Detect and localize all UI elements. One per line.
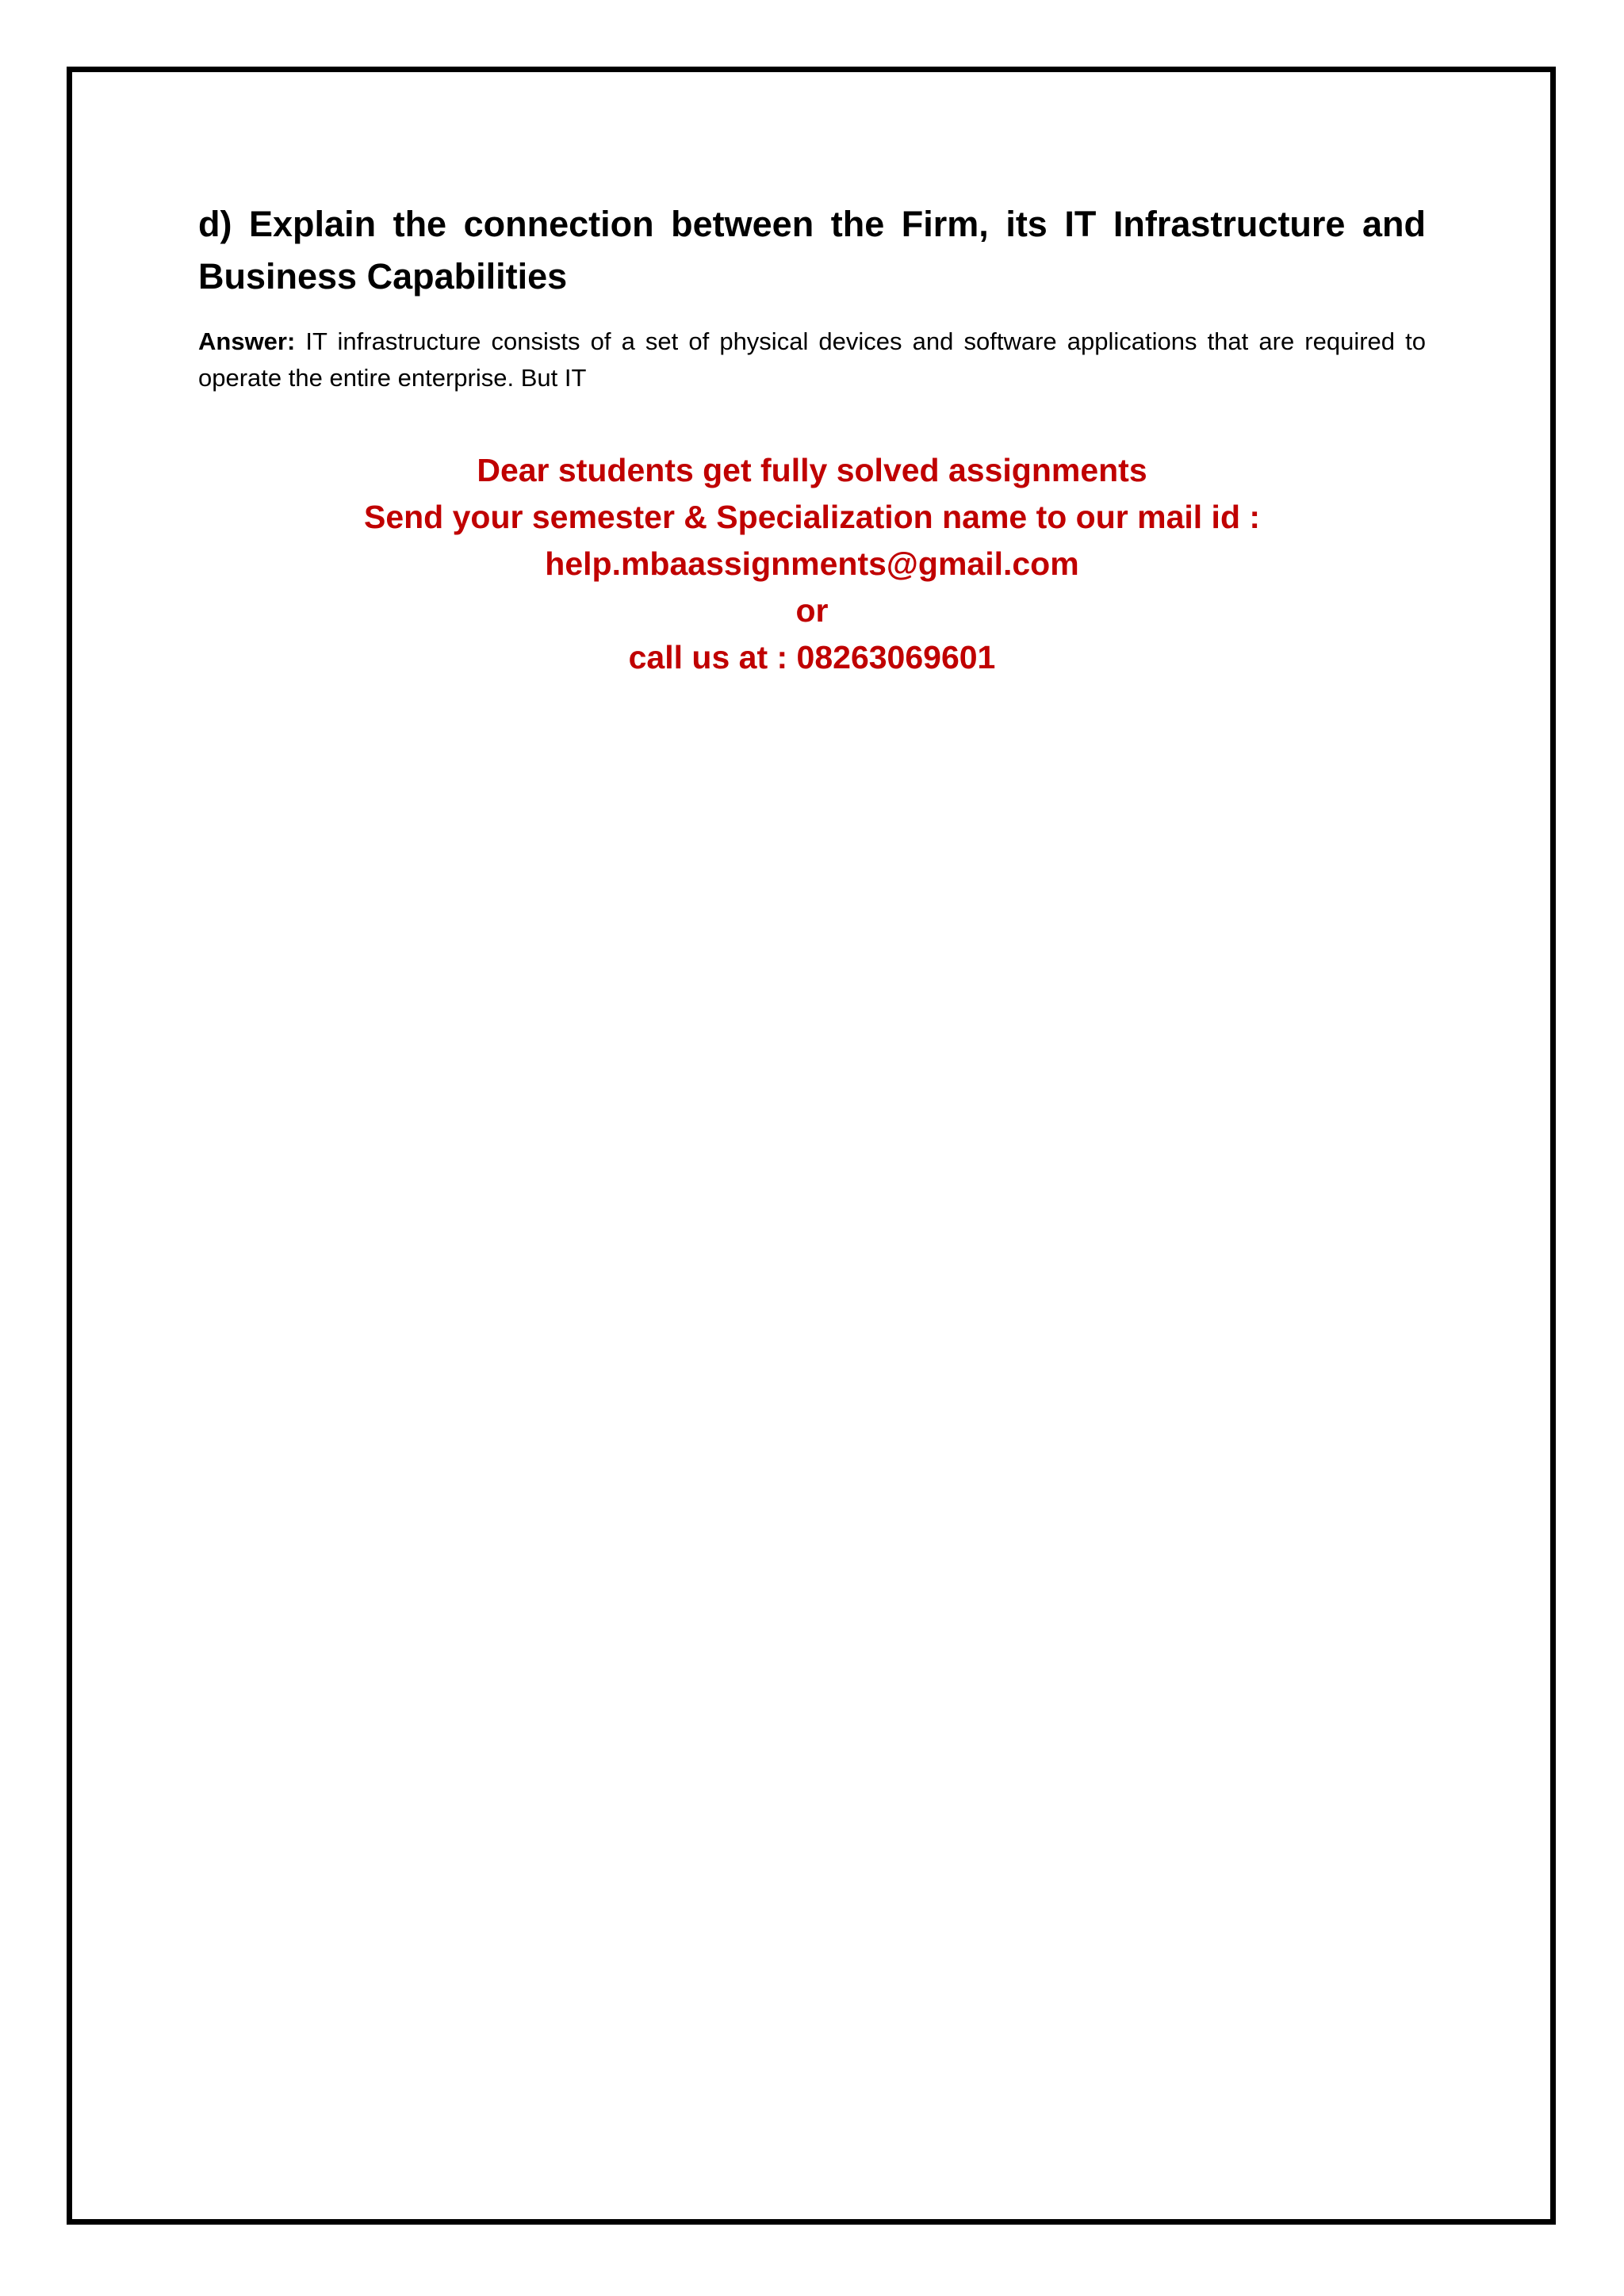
promo-line-1: Dear students get fully solved assignments [477,452,1147,488]
answer-label: Answer: [198,327,296,355]
question-heading: d) Explain the connection between the Firm, its IT Infrastructure and Business Capabilities [198,204,1426,297]
promo-email[interactable]: help.mbaassignments@gmail.com [545,545,1079,582]
answer-paragraph [198,323,1426,396]
promo-phone[interactable]: call us at : 08263069601 [628,639,996,675]
answer-text: IT infrastructure consists of a set of physical devices and software applications that are required to operate the entire enterprise. But IT [198,327,1426,392]
document-content [198,198,1426,396]
promo-block [198,447,1426,681]
promo-line-2: Send your semester & Specialization name to our mail id : [363,499,1261,535]
promo-or: or [795,592,829,629]
